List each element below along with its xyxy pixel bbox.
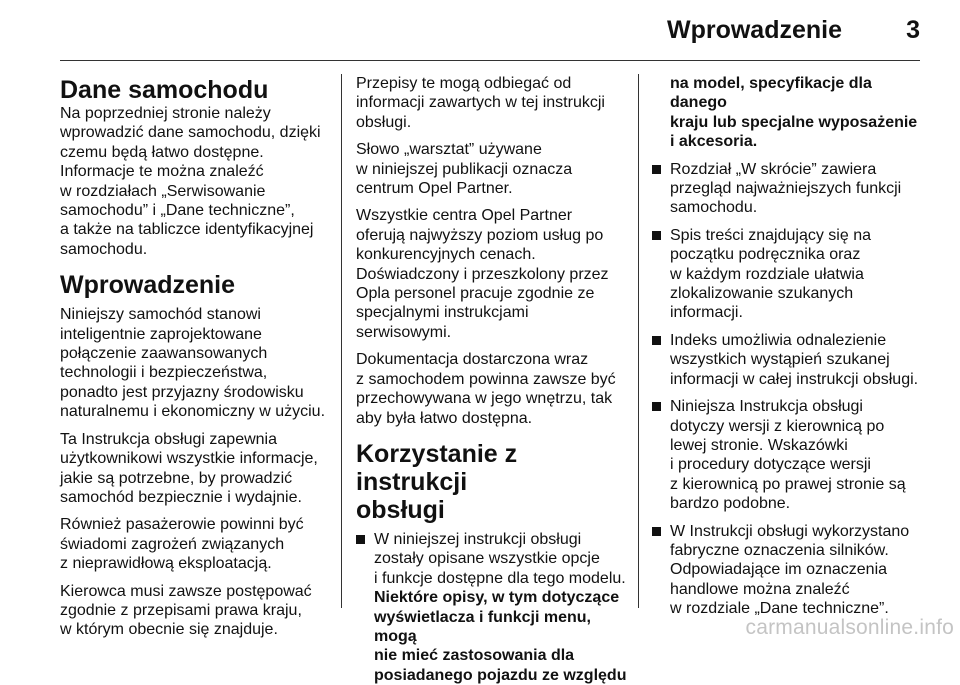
page-number: 3 [906, 16, 920, 44]
paragraph: Wszystkie centra Opel Partner oferują najwyższy poziom usług po konkurencyjnych cenach. Doświadczony i przeszkolony przez Opla personel pracuje zgodnie ze specjalnymi instrukcjami serwisowymi. [356, 207, 609, 341]
list-item [652, 331, 928, 389]
header-divider [60, 60, 920, 61]
paragraph: Na poprzedniej stronie należy wprowadzić dane samochodu, dzięki czemu będą łatwo dostępne. Informacje te można znaleźć w rozdziałach „Serwisowanie samochodu” i „Dane techniczne”, a także na tabliczce identyfikacyjnej samochodu. [60, 105, 321, 258]
list-item [356, 530, 630, 685]
bullet-icon [652, 402, 661, 411]
column-right [652, 74, 928, 618]
list-item-text: W niniejszej instrukcji obsługi zostały opisane wszystkie opcje i funkcje dostępne dla tego modelu. [374, 530, 626, 587]
paragraph: Słowo „warsztat” używane w niniejszej publikacji oznacza centrum Opel Partner. [356, 141, 573, 198]
list-item-text: Rozdział „W skrócie” zawiera przegląd najważniejszych funkcji samochodu. [670, 160, 902, 217]
paragraph: Przepisy te mogą odbiegać od informacji zawartych w tej instrukcji obsługi. [356, 75, 605, 131]
paragraph: Kierowca musi zawsze postępować zgodnie z przepisami prawa kraju, w którym obecnie się znajduje. [60, 582, 312, 639]
bullet-icon [652, 165, 661, 174]
paragraph: Ta Instrukcja obsługi zapewnia użytkownikowi wszystkie informacje, jakie są potrzebne, by prowadzić samochód bezpiecznie i wydajnie. [60, 430, 318, 506]
paragraph: Również pasażerowie powinni być świadomi zagrożeń związanych z nieprawidłową eksploatacją. [60, 516, 304, 573]
list-item [652, 522, 928, 619]
heading-korzystanie-z-instrukcji: Korzystanie z instrukcji obsługi [356, 439, 518, 524]
list-item [652, 226, 928, 323]
list-item-text: Indeks umożliwia odnalezienie wszystkich wystąpień szukanej informacji w całej instrukcji obsługi. [670, 331, 919, 388]
column-divider [341, 74, 342, 608]
watermark: carmanualsonline.info [745, 616, 954, 639]
list-item [652, 160, 928, 218]
paragraph: Dokumentacja dostarczona wraz z samochodem powinna zawsze być przechowywana w jego wnętrzu, tak aby była łatwo dostępna. [356, 351, 616, 427]
bullet-icon [652, 231, 661, 240]
list-item-text: Niniejsza Instrukcja obsługi dotyczy wersji z kierownicą po lewej stronie. Wskazówki i procedury dotyczące wersji z kierownicą po prawej stronie są bardzo podobne. [670, 398, 906, 513]
heading-wprowadzenie: Wprowadzenie [60, 271, 236, 300]
column-divider [638, 74, 639, 608]
bullet-list [356, 530, 630, 685]
bullet-icon [652, 527, 661, 536]
list-item-bold-text: Niektóre opisy, w tym dotyczące wyświetlacza i funkcji menu, mogą nie mieć zastosowania dla posiadanego pojazdu ze względu [374, 589, 627, 684]
column-left [60, 74, 332, 639]
bullet-icon [356, 535, 365, 544]
bullet-icon [652, 336, 661, 345]
paragraph: Niniejszy samochód stanowi inteligentnie zaprojektowane połączenie zaawansowanych technologii i bezpieczeństwa, ponadto jest przyjazny środowisku naturalnemu i ekonomiczny w użyciu. [60, 306, 326, 421]
running-header-title: Wprowadzenie [666, 16, 842, 44]
list-item-text: Spis treści znajdujący się na początku podręcznika oraz w każdym rozdziale ułatwia zlokalizowanie szukanych informacji. [670, 226, 871, 322]
column-middle [356, 74, 630, 684]
list-item-text: W Instrukcji obsługi wykorzystano fabryczne oznaczenia silników. Odpowiadające im oznaczenia handlowe można znaleźć w rozdziale „Dane techniczne”. [670, 522, 910, 618]
heading-dane-samochodu: Dane samochodu [60, 76, 269, 104]
bullet-list [652, 160, 928, 619]
list-item [652, 397, 928, 513]
list-item-continuation: na model, specyfikacje dla danego kraju lub specjalne wyposażenie i akcesoria. [670, 75, 918, 151]
